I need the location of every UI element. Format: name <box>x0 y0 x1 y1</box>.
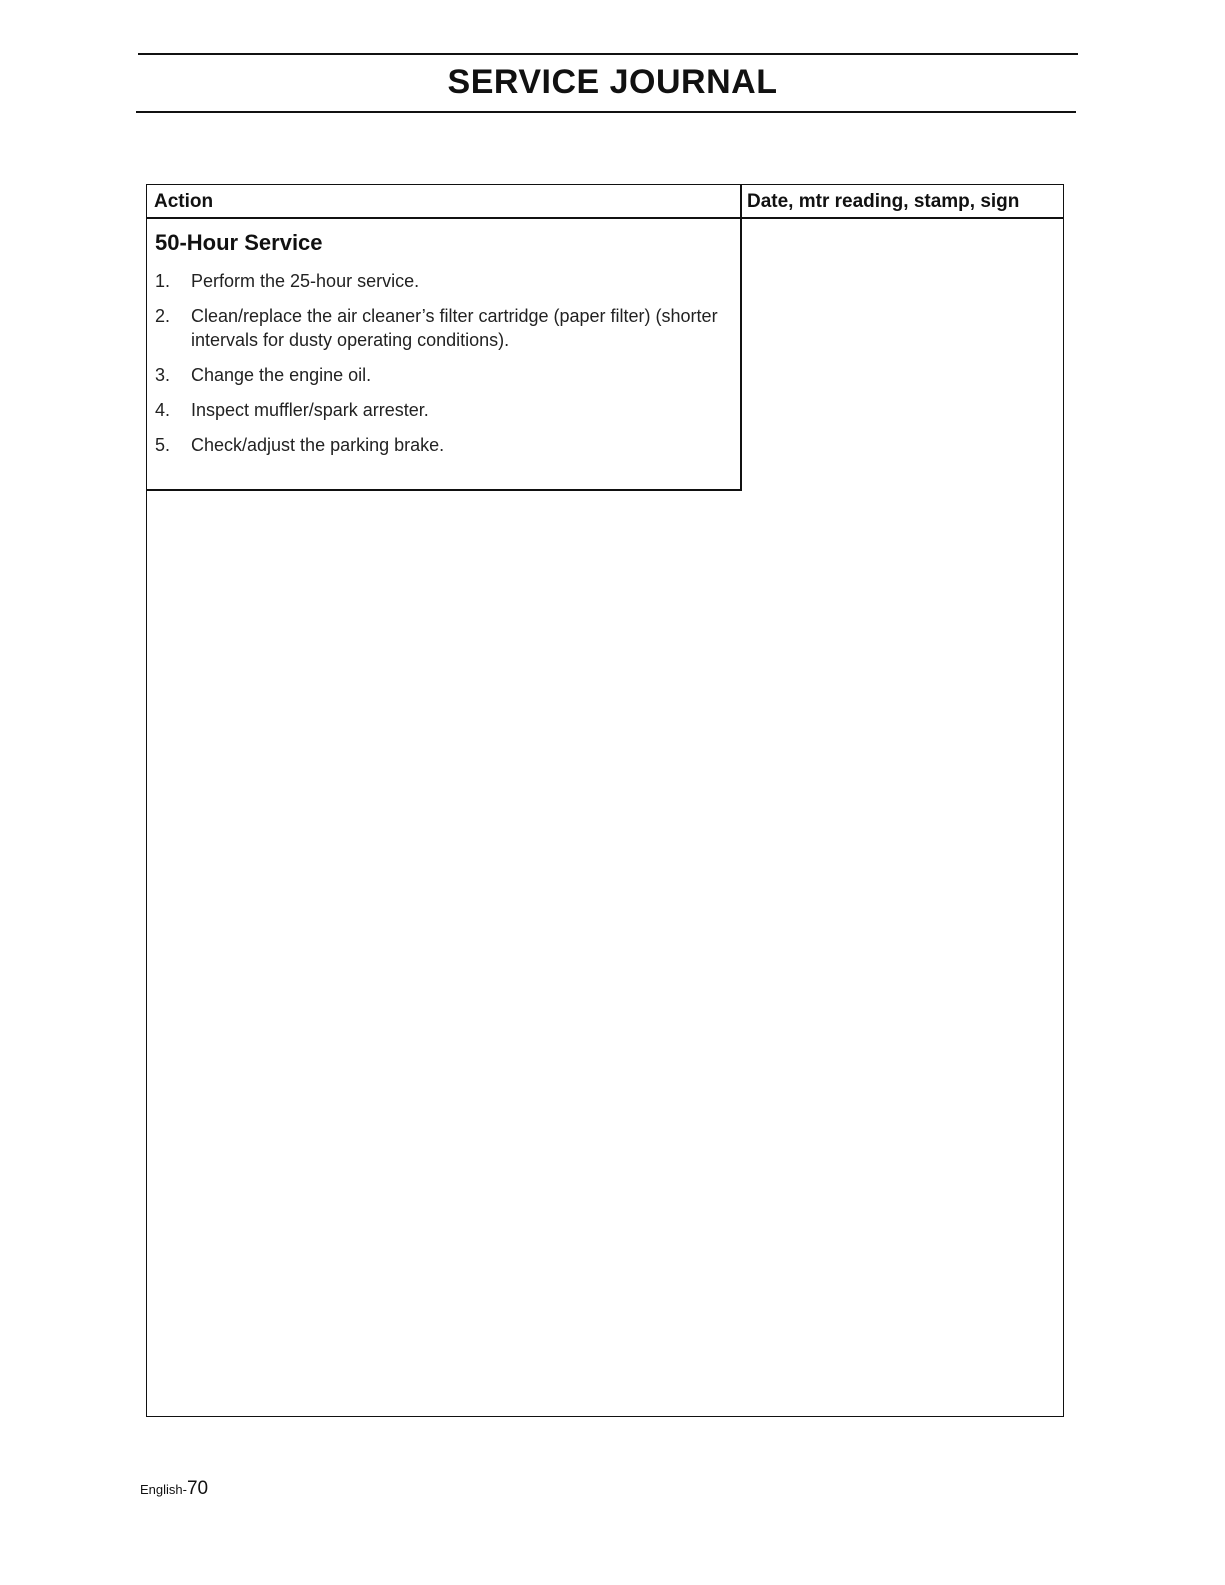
task-number: 5. <box>155 435 171 455</box>
header-divider <box>147 217 1063 219</box>
task-number: 4. <box>155 400 171 420</box>
task-item <box>155 363 725 387</box>
task-text: Clean/replace the air cleaner’s filter cartridge (paper filter) (shorter intervals for dusty operating conditions). <box>191 306 718 350</box>
task-text: Change the engine oil. <box>191 365 372 385</box>
task-text: Perform the 25-hour service. <box>191 271 420 291</box>
title-underline <box>136 111 1076 113</box>
task-list <box>155 269 725 468</box>
task-item <box>155 304 725 352</box>
service-journal-table <box>146 184 1064 1417</box>
column-header-action: Action <box>154 191 214 212</box>
task-text: Check/adjust the parking brake. <box>191 435 445 455</box>
task-number: 1. <box>155 271 171 291</box>
task-number: 2. <box>155 306 171 326</box>
column-divider <box>740 185 742 491</box>
task-item <box>155 398 725 422</box>
task-item <box>155 433 725 457</box>
task-text: Inspect muffler/spark arrester. <box>191 400 429 420</box>
page-number: 70 <box>186 1478 209 1499</box>
task-item <box>155 269 725 293</box>
top-rule <box>138 53 1078 55</box>
page-title: SERVICE JOURNAL <box>447 63 778 101</box>
action-cell-bottom-border <box>147 489 741 491</box>
footer-language: English- <box>140 1482 187 1497</box>
task-number: 3. <box>155 365 171 385</box>
column-header-date: Date, mtr reading, stamp, sign <box>747 191 1020 212</box>
page-footer <box>140 1478 208 1501</box>
section-title: 50-Hour Service <box>155 230 323 255</box>
